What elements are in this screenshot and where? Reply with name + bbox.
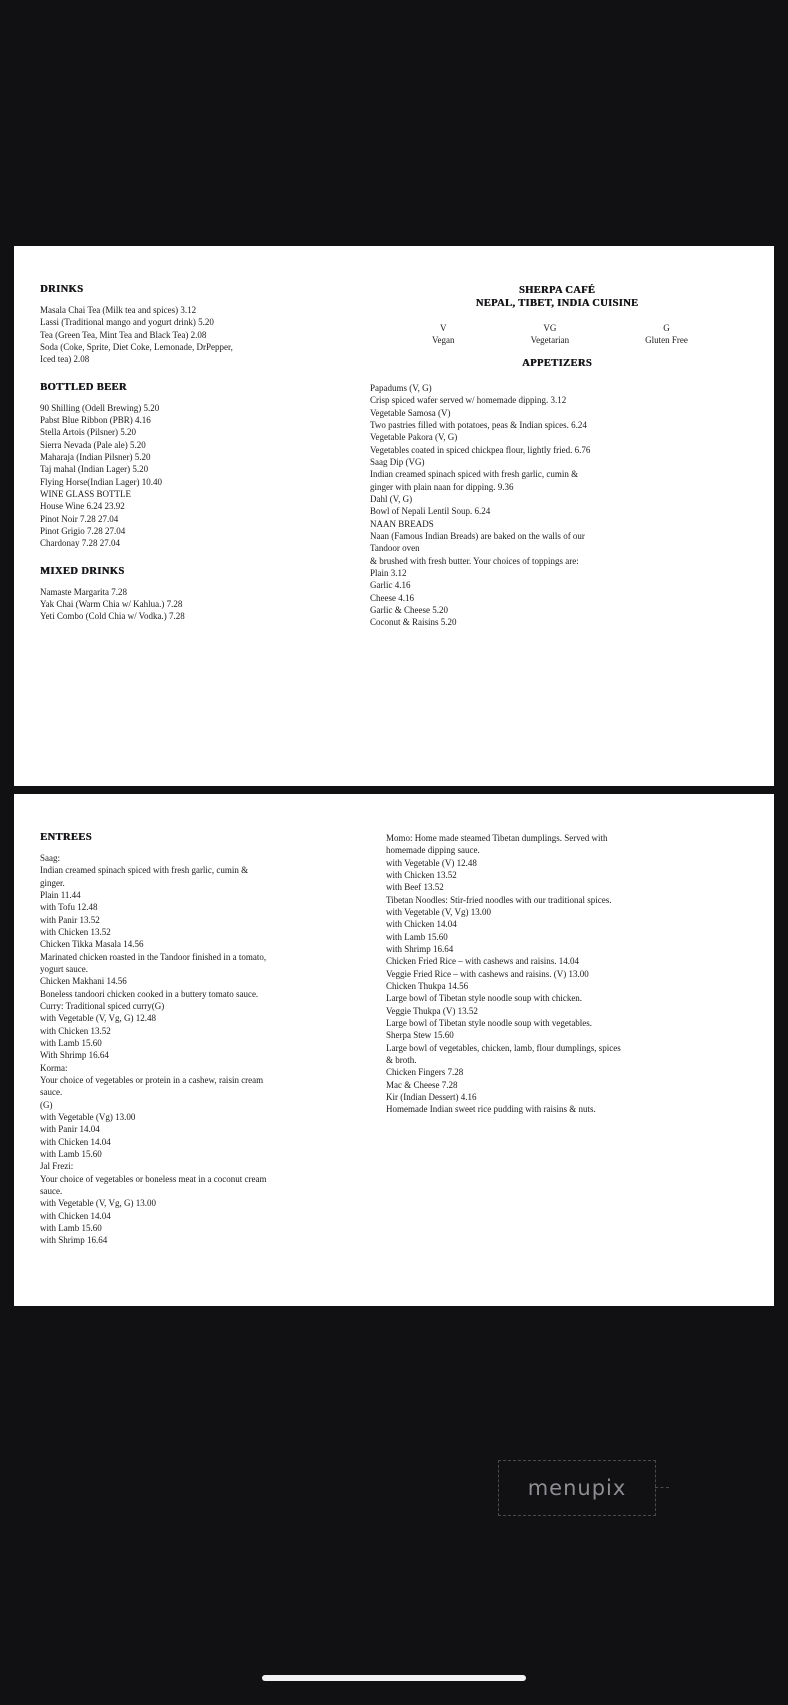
item-desc: sauce. (40, 1185, 63, 1196)
naan-cheese (370, 592, 744, 604)
appetizer-vegetable-pakora (370, 431, 744, 456)
item-desc: & broth. (386, 1054, 417, 1065)
item-option: with Shrimp 16.64 (40, 1235, 108, 1246)
naan-coconut-raisins (370, 616, 744, 628)
list-item: Iced tea) 2.08 (40, 354, 90, 365)
entree-veggie-fried-rice (386, 968, 744, 980)
entree-curry (40, 1000, 370, 1062)
item-desc: Your choice of vegetables or boneless meat in a coconut cream (40, 1173, 267, 1184)
home-indicator[interactable] (262, 1675, 526, 1681)
list-item: Stella Artois (Pilsner) 5.20 (40, 427, 136, 438)
item-option: with Panir 13.52 (40, 914, 100, 925)
item-desc: Large bowl of Tibetan style noodle soup with vegetables. (386, 1017, 593, 1028)
item-desc: ginger. (40, 877, 65, 888)
item-name: Tibetan Noodles: Stir-fried noodles with our traditional spices. (386, 894, 612, 905)
list-item: Pinot Noir 7.28 27.04 (40, 513, 119, 524)
item-name: Chicken Tikka Masala 14.56 (40, 939, 144, 950)
drinks-list (40, 304, 360, 366)
entree-jal-frezi (40, 1160, 370, 1246)
item-name: Chicken Thukpa 14.56 (386, 980, 469, 991)
legend-item-gluten-free (645, 322, 688, 346)
item-desc: Large bowl of vegetables, chicken, lamb, flour dumplings, spices (386, 1042, 621, 1053)
page-one-right-column (370, 284, 744, 776)
watermark-tick (655, 1487, 669, 1488)
list-item: House Wine 6.24 23.92 (40, 501, 125, 512)
appetizers-heading: APPETIZERS (522, 358, 592, 370)
item-desc: Indian creamed spinach spiced with fresh garlic, cumin & (40, 865, 249, 876)
item-name: Saag: (40, 853, 60, 863)
legend-item-vegan (432, 322, 455, 346)
item-desc: Large bowl of Tibetan style noodle soup with chicken. (386, 993, 583, 1004)
entree-mac-and-cheese (386, 1079, 744, 1091)
item-desc: (G) (40, 1099, 53, 1110)
item-name: Momo: Home made steamed Tibetan dumplings. Served with (386, 833, 608, 843)
legend-abbr: VG (543, 322, 557, 333)
item-desc: & brushed with fresh butter. Your choices of toppings are: (370, 555, 579, 566)
bottled-beer-list (40, 402, 360, 550)
list-item: Masala Chai Tea (Milk tea and spices) 3.12 (40, 305, 197, 315)
list-item: Sierra Nevada (Pale ale) 5.20 (40, 439, 146, 450)
item-name: Veggie Thukpa (V) 13.52 (386, 1005, 478, 1016)
item-option: with Shrimp 16.64 (386, 943, 454, 954)
naan-garlic-cheese (370, 604, 744, 616)
list-item: Flying Horse(Indian Lager) 10.40 (40, 476, 162, 487)
list-item: Pabst Blue Ribbon (PBR) 4.16 (40, 414, 151, 425)
item-option: with Chicken 13.52 (386, 869, 457, 880)
entrees-heading: ENTREES (40, 832, 92, 843)
legend-word: Vegan (432, 335, 455, 346)
item-option: with Tofu 12.48 (40, 902, 98, 913)
list-item: Taj mahal (Indian Lager) 5.20 (40, 464, 149, 475)
item-desc: Indian creamed spinach spiced with fresh garlic, cumin & (370, 469, 579, 480)
list-item: Yeti Combo (Cold Chia w/ Vodka.) 7.28 (40, 611, 185, 622)
list-item: Chardonay 7.28 27.04 (40, 538, 120, 549)
item-name: Saag Dip (VG) (370, 457, 425, 468)
item-name: Plain 3.12 (370, 568, 407, 579)
naan-breads-intro (370, 518, 744, 567)
appetizer-vegetable-samosa (370, 407, 744, 432)
item-option: with Panir 14.04 (40, 1124, 100, 1135)
appetizer-dahl (370, 493, 744, 518)
item-name: Curry: Traditional spiced curry(G) (40, 1000, 165, 1011)
entree-saag (40, 852, 370, 938)
item-option: with Chicken 14.04 (386, 919, 457, 930)
item-name: Jal Frezi: (40, 1161, 74, 1172)
naan-garlic (370, 579, 744, 591)
mixed-drinks-list (40, 586, 360, 623)
watermark-label: menupix (527, 1476, 627, 1500)
entree-chicken-fingers (386, 1066, 744, 1078)
entree-tibetan-noodles (386, 894, 744, 956)
list-item: Maharaja (Indian Pilsner) 5.20 (40, 451, 151, 462)
entree-momo (386, 832, 744, 894)
item-desc: Tandoor oven (370, 543, 420, 554)
list-item: Tea (Green Tea, Mint Tea and Black Tea) 2.08 (40, 329, 207, 340)
item-option: with Chicken 14.04 (40, 1210, 111, 1221)
dietary-legend (370, 322, 744, 346)
item-desc: ginger with plain naan for dipping. 9.36 (370, 481, 514, 492)
item-option: with Vegetable (Vg) 13.00 (40, 1111, 136, 1122)
item-name: Garlic 4.16 (370, 580, 411, 591)
entree-chicken-makhani (40, 975, 370, 1000)
entree-korma (40, 1062, 370, 1161)
naan-plain (370, 567, 744, 579)
appetizer-papadums (370, 382, 744, 407)
item-name: Garlic & Cheese 5.20 (370, 605, 448, 616)
item-desc: Vegetables coated in spiced chickpea flour, lightly fried. 6.76 (370, 444, 591, 455)
item-name: Vegetable Samosa (V) (370, 407, 451, 418)
bottled-beer-heading: BOTTLED BEER (40, 381, 127, 393)
item-option: with Lamb 15.60 (40, 1037, 102, 1048)
item-name: Mac & Cheese 7.28 (386, 1079, 458, 1090)
item-desc: Crisp spiced wafer served w/ homemade dipping. 3.12 (370, 395, 567, 406)
item-option: with Vegetable (V, Vg, G) 12.48 (40, 1013, 156, 1024)
item-option: with Vegetable (V) 12.48 (386, 857, 477, 868)
menupix-watermark (498, 1460, 656, 1516)
list-item: Namaste Margarita 7.28 (40, 586, 128, 597)
legend-abbr: V (440, 322, 447, 333)
item-option: with Lamb 15.60 (40, 1148, 102, 1159)
item-name: Chicken Fingers 7.28 (386, 1067, 464, 1078)
legend-word: Gluten Free (645, 335, 688, 346)
page-two-right-column (386, 832, 744, 1296)
menu-page-one (14, 246, 774, 786)
dessert-kir (386, 1091, 744, 1116)
menu-page-two (14, 794, 774, 1306)
list-item: Pinot Grigio 7.28 27.04 (40, 525, 126, 536)
item-desc: Your choice of vegetables or protein in a cashew, raisin cream (40, 1074, 264, 1085)
item-desc: sauce. (40, 1087, 63, 1098)
legend-item-vegetarian (531, 322, 569, 346)
item-option: with Lamb 15.60 (386, 931, 448, 942)
item-name: Coconut & Raisins 5.20 (370, 617, 457, 628)
drinks-heading: DRINKS (40, 284, 84, 295)
item-desc: Two pastries filled with potatoes, peas & Indian spices. 6.24 (370, 420, 587, 431)
item-option: with Vegetable (V, Vg, G) 13.00 (40, 1198, 156, 1209)
list-item: Yak Chai (Warm Chia w/ Kahlua.) 7.28 (40, 598, 183, 609)
entree-chicken-fried-rice (386, 955, 744, 967)
item-name: Korma: (40, 1062, 68, 1073)
item-name: Vegetable Pakora (V, G) (370, 432, 458, 443)
item-name: Cheese 4.16 (370, 592, 414, 603)
item-name: Dahl (V, G) (370, 494, 413, 505)
item-option: with Chicken 13.52 (40, 926, 111, 937)
item-option: With Shrimp 16.64 (40, 1050, 109, 1061)
list-item: Lassi (Traditional mango and yogurt drink) 5.20 (40, 317, 214, 328)
item-name: Sherpa Stew 15.60 (386, 1030, 454, 1041)
item-name: Chicken Makhani 14.56 (40, 976, 127, 987)
item-name: NAAN BREADS (370, 518, 434, 529)
legend-abbr: G (663, 322, 670, 333)
item-name: Papadums (V, G) (370, 383, 432, 394)
item-desc: Homemade Indian sweet rice pudding with raisins & nuts. (386, 1104, 596, 1115)
entree-chicken-tikka-masala (40, 938, 370, 975)
item-desc: Marinated chicken roasted in the Tandoor finished in a tomato, (40, 951, 267, 962)
list-item: 90 Shilling (Odell Brewing) 5.20 (40, 402, 160, 413)
page-two-left-column (40, 832, 386, 1296)
list-item: WINE GLASS BOTTLE (40, 488, 131, 499)
item-desc: Naan (Famous Indian Breads) are baked on the walls of our (370, 531, 585, 542)
appetizer-saag-dip (370, 456, 744, 493)
item-option: with Chicken 13.52 (40, 1025, 111, 1036)
item-desc: yogurt sauce. (40, 963, 88, 974)
legend-word: Vegetarian (530, 335, 570, 346)
item-desc: homemade dipping sauce. (386, 845, 480, 856)
item-option: with Beef 13.52 (386, 882, 444, 893)
item-option: with Vegetable (V, Vg) 13.00 (386, 906, 491, 917)
list-item: Soda (Coke, Sprite, Diet Coke, Lemonade, DrPepper, (40, 341, 233, 352)
entree-chicken-thukpa (386, 980, 744, 1005)
item-name: Chicken Fried Rice – with cashews and raisins. 14.04 (386, 956, 579, 967)
item-option: with Chicken 14.04 (40, 1136, 111, 1147)
restaurant-tagline: NEPAL, TIBET, INDIA CUISINE (475, 298, 639, 310)
item-desc: Boneless tandoori chicken cooked in a buttery tomato sauce. (40, 988, 259, 999)
page-one-left-column (40, 284, 370, 776)
item-name: Kir (Indian Dessert) 4.16 (386, 1091, 477, 1102)
restaurant-name: SHERPA CAFÉ (518, 285, 596, 296)
entree-sherpa-stew (386, 1029, 744, 1066)
mixed-drinks-heading: MIXED DRINKS (40, 565, 125, 577)
item-option: Plain 11.44 (40, 889, 81, 900)
item-name: Veggie Fried Rice – with cashews and raisins. (V) 13.00 (386, 968, 589, 979)
item-desc: Bowl of Nepali Lentil Soup. 6.24 (370, 506, 491, 517)
item-option: with Lamb 15.60 (40, 1222, 102, 1233)
entree-veggie-thukpa (386, 1005, 744, 1030)
